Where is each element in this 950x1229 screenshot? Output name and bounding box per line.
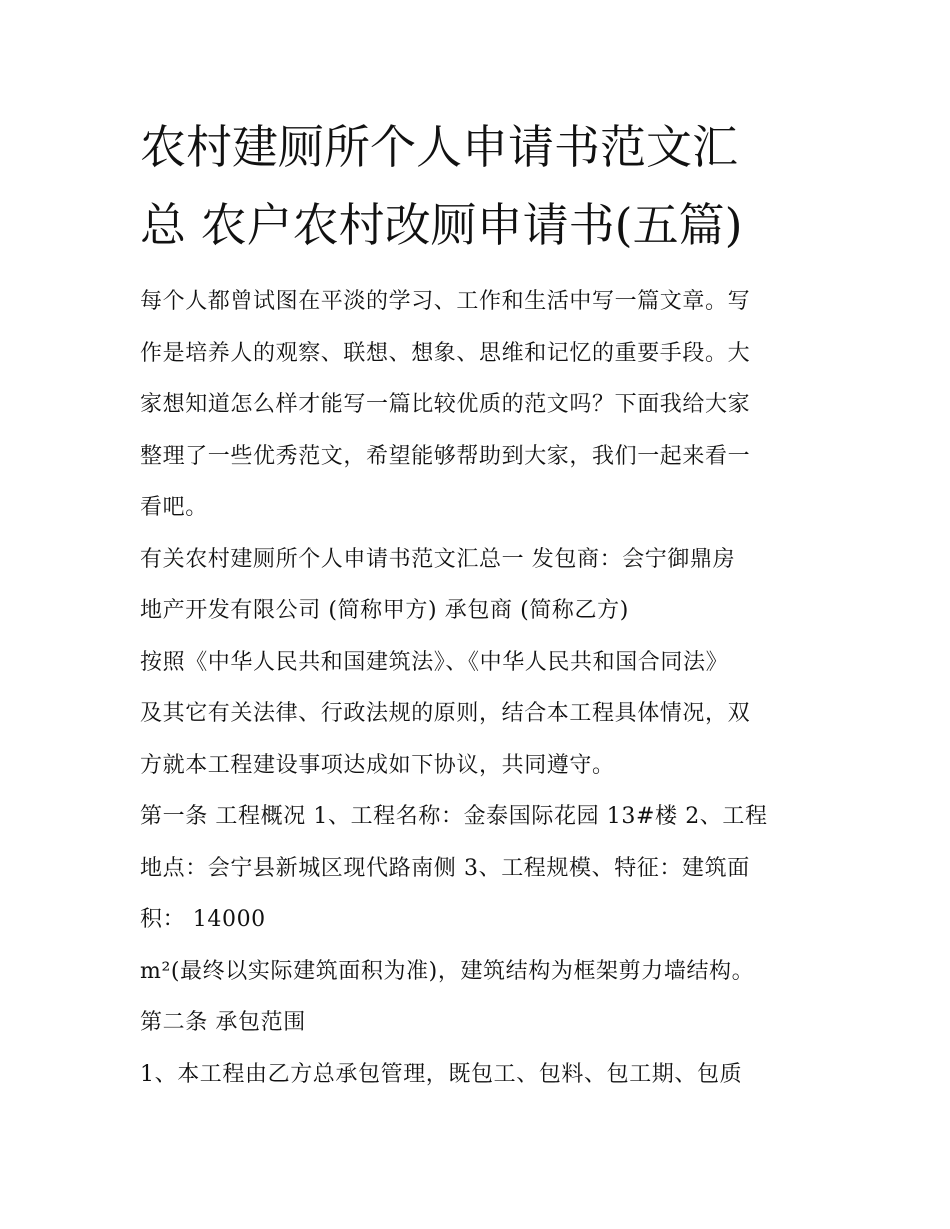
text-line: 方就本工程建设事项达成如下协议，共同遵守。	[140, 752, 615, 778]
text-line: 按照《中华人民共和国建筑法》、《中华人民共和国合同法》	[140, 649, 729, 675]
text-line: 作是培养人的观察、联想、想象、思维和记忆的重要手段。大	[140, 340, 751, 366]
title-line: 总 农户农村改厕申请书(五篇)	[140, 198, 743, 252]
scope-paragraph	[140, 1049, 830, 1101]
text-line: 每个人都曾试图在平淡的学习、工作和生活中写一篇文章。写	[140, 289, 751, 314]
text-line: 家想知道怎么样才能写一篇比较优质的范文吗？下面我给大家	[140, 392, 751, 417]
text-line: 看吧。	[140, 495, 208, 520]
text-line: 第二条 承包范围	[140, 1010, 306, 1035]
article-two-heading	[140, 997, 830, 1049]
document-title	[140, 108, 830, 264]
area-note-paragraph	[140, 946, 830, 998]
legal-basis-paragraph	[140, 637, 830, 792]
text-line: 第一条 工程概况 1、工程名称：金泰国际花园 13#楼 2、工程	[140, 804, 768, 829]
parties-paragraph	[140, 534, 830, 637]
text-line: m²(最终以实际建筑面积为准)，建筑结构为框架剪力墙结构。	[140, 958, 755, 984]
document-body	[140, 276, 830, 1100]
text-line: 及其它有关法律、行政法规的原则，结合本工程具体情况，双	[140, 701, 751, 726]
text-line: 积： 14000	[140, 907, 266, 932]
text-line: 1、本工程由乙方总承包管理，既包工、包料、包工期、包质	[140, 1061, 743, 1087]
intro-paragraph	[140, 276, 830, 534]
title-line: 农村建厕所个人申请书范文汇	[140, 120, 738, 174]
article-one-paragraph	[140, 791, 830, 946]
text-line: 有关农村建厕所个人申请书范文汇总一 发包商：会宁御鼎房	[140, 546, 736, 572]
text-line: 地产开发有限公司 (简称甲方) 承包商 (简称乙方)	[140, 598, 629, 623]
text-line: 整理了一些优秀范文，希望能够帮助到大家，我们一起来看一	[140, 443, 751, 469]
text-line: 地点：会宁县新城区现代路南侧 3、工程规模、特征：建筑面	[140, 855, 750, 881]
